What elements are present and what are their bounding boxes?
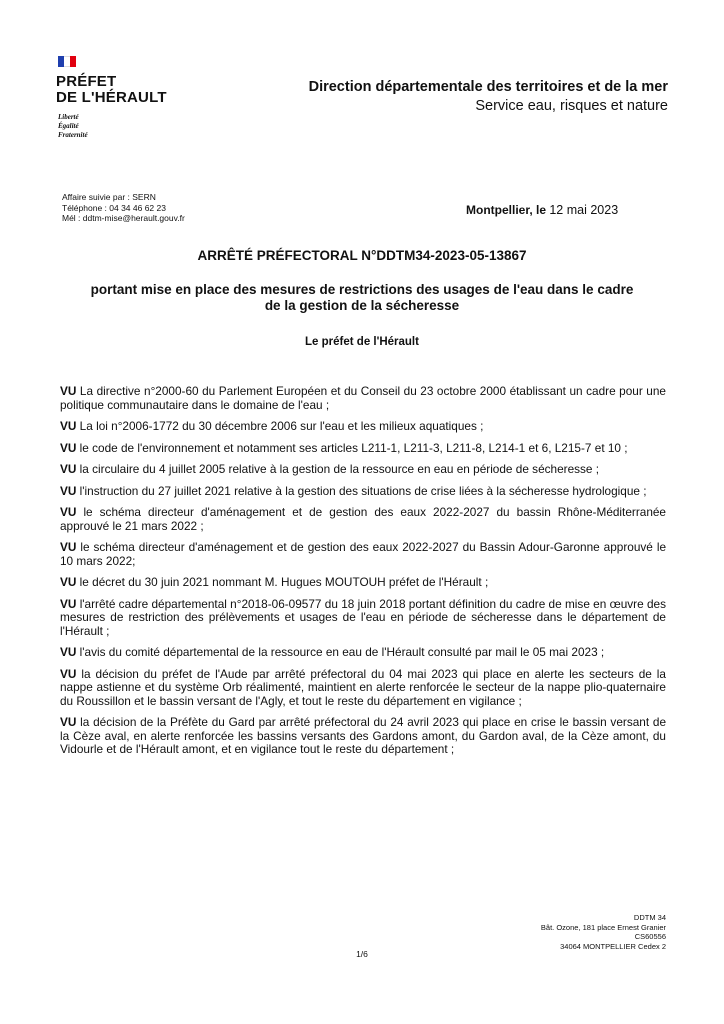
visa-item (60, 668, 666, 709)
visa-item (60, 716, 666, 757)
footer-line-2: Bât. Ozone, 181 place Ernest Granier (540, 922, 666, 932)
visa-item (60, 576, 666, 590)
subtitle-line-1: portant mise en place des mesures de restrictions des usages de l'eau dans le cadre (90, 282, 634, 297)
visa-text: le schéma directeur d'aménagement et de gestion des eaux 2022-2027 du bassin Rhône-Méditerranée approuvé le 21 mars 2022 ; (60, 505, 666, 533)
visa-list (60, 385, 666, 765)
direction-name: Direction départementale des territoires et de la mer (308, 79, 668, 95)
subtitle-line-2: de la gestion de la sécheresse (264, 298, 460, 313)
visa-keyword: VU (60, 645, 77, 659)
service-name: Service eau, risques et nature (475, 98, 668, 114)
visa-text: La directive n°2000-60 du Parlement Européen et du Conseil du 23 octobre 2000 établissant un cadre pour une politique communautaire dans le domaine de l'eau ; (60, 384, 666, 412)
visa-item (60, 385, 666, 412)
document-subtitle (60, 282, 664, 314)
visa-item (60, 463, 666, 477)
visa-keyword: VU (60, 715, 77, 729)
motto-fraternite: Fraternité (58, 131, 88, 139)
visa-keyword: VU (60, 575, 77, 589)
visa-item (60, 420, 666, 434)
visa-text: la décision de la Préfète du Gard par arrêté préfectoral du 24 avril 2023 qui place en crise le bassin versant de la Cèze aval, en alerte renforcée les bassins versants des Gardons amont, du Gardon aval, de la Cèze amont, du Vidourle et de l'Hérault amont, et en vigilance tout le reste du département ; (60, 715, 666, 756)
visa-keyword: VU (60, 462, 77, 476)
motto-liberte: Liberté (58, 113, 79, 121)
visa-keyword: VU (60, 419, 77, 433)
prefet-heading: Le préfet de l'Hérault (305, 336, 419, 348)
visa-item (60, 598, 666, 639)
visa-item (60, 541, 666, 568)
date-value: 12 mai 2023 (549, 203, 619, 217)
footer-line-1: DDTM 34 (633, 913, 666, 922)
document-title: ARRÊTÉ PRÉFECTORAL N°DDTM34-2023-05-13867 (197, 248, 527, 263)
motto-egalite: Égalité (58, 122, 79, 130)
issuing-department (309, 78, 668, 116)
visa-item (60, 506, 666, 533)
visa-item (60, 442, 666, 456)
visa-keyword: VU (60, 384, 77, 398)
page-number: 1/6 (356, 949, 368, 959)
visa-text: La loi n°2006-1772 du 30 décembre 2006 sur l'eau et les milieux aquatiques ; (79, 419, 484, 433)
republic-flag-icon (58, 56, 76, 67)
document-date (466, 203, 618, 217)
visa-text: la décision du préfet de l'Aude par arrêté préfectoral du 04 mai 2023 qui place en alerte les secteurs de la nappe astienne et du système Orb réalimenté, maintient en alerte renforcée le secteur de la nappe plio-quaternaire du Roussillon et le bassin versant de l'Agly, et tout le reste du département en vigilance ; (60, 666, 666, 708)
contact-block (62, 192, 185, 224)
visa-item (60, 485, 666, 499)
visa-text: le schéma directeur d'aménagement et de gestion des eaux 2022-2027 du Bassin Adour-Garonne approuvé le 10 mars 2022; (60, 540, 667, 568)
visa-keyword: VU (60, 666, 77, 681)
footer-line-3: CS60556 (634, 932, 666, 941)
logo-line-2: DE L'HÉRAULT (56, 89, 167, 106)
visa-keyword: VU (60, 483, 77, 498)
contact-email: Mél : ddtm-mise@herault.gouv.fr (62, 213, 185, 223)
visa-text: l'arrêté cadre départemental n°2018-06-09577 du 18 juin 2018 portant définition du cadre de mise en œuvre des mesures de restriction des prélèvements et usages de l'eau en période de sécheresse dans le département de l'Hérault ; (60, 596, 666, 638)
logo-line-1: PRÉFET (56, 73, 117, 90)
visa-text: la circulaire du 4 juillet 2005 relative à la gestion de la ressource en eau en période de sécheresse ; (79, 462, 600, 476)
visa-text: l'instruction du 27 juillet 2021 relative à la gestion des situations de crise liées à la sécheresse hydrologique ; (79, 483, 647, 498)
footer-line-4: 34064 MONTPELLIER Cedex 2 (560, 941, 666, 951)
date-place: Montpellier, le (466, 203, 547, 217)
visa-item (60, 646, 666, 660)
prefecture-logo (56, 74, 167, 106)
visa-text: le décret du 30 juin 2021 nommant M. Hugues MOUTOUH préfet de l'Hérault ; (79, 575, 489, 589)
contact-affaire: Affaire suivie par : SERN (62, 192, 156, 202)
footer-address (541, 913, 666, 951)
visa-keyword: VU (60, 440, 77, 455)
visa-keyword: VU (60, 596, 77, 611)
visa-keyword: VU (60, 505, 77, 519)
contact-telephone: Téléphone : 04 34 46 62 23 (62, 202, 166, 213)
visa-text: l'avis du comité départemental de la ressource en eau de l'Hérault consulté par mail le 05 mai 2023 ; (79, 645, 605, 659)
republic-motto (58, 113, 88, 140)
visa-keyword: VU (60, 540, 77, 554)
visa-text: le code de l'environnement et notamment ses articles L211-1, L211-3, L211-8, L214-1 et 6, L215-7 et 10 ; (79, 440, 628, 455)
